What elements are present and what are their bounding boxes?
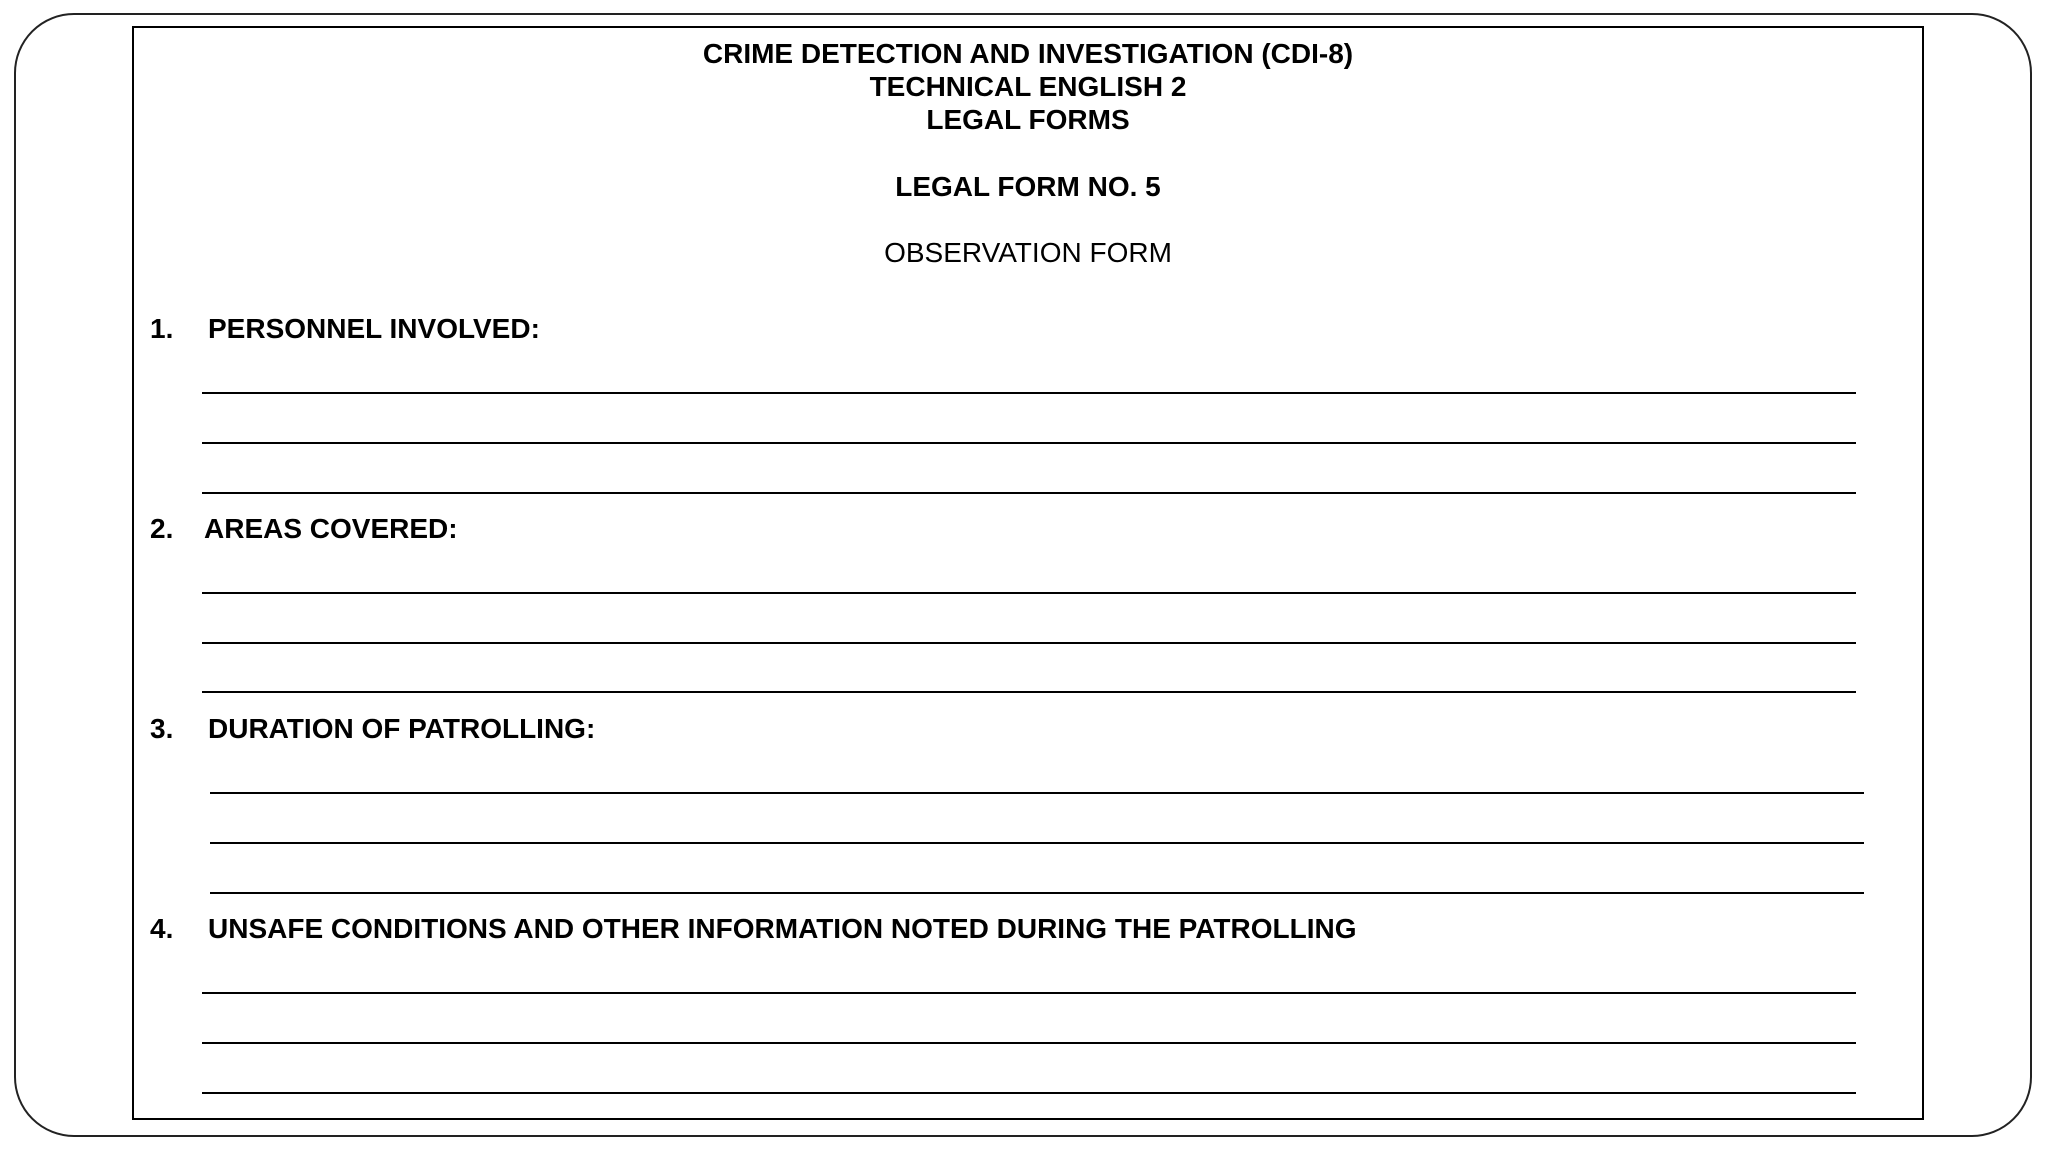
areas-answer-line-2[interactable] (202, 642, 1856, 644)
unsafe-conditions-answer-line-1[interactable] (202, 992, 1856, 994)
section-number: 3. (150, 713, 174, 744)
section-label: DURATION OF PATROLLING: (208, 713, 596, 744)
duration-answer-line-2[interactable] (210, 842, 1864, 844)
category-title: LEGAL FORMS (926, 104, 1130, 135)
unsafe-conditions-answer-line-2[interactable] (202, 1042, 1856, 1044)
areas-answer-line-1[interactable] (202, 592, 1856, 594)
section-number: 1. (150, 313, 174, 344)
personnel-answer-line-1[interactable] (202, 392, 1856, 394)
personnel-answer-line-2[interactable] (202, 442, 1856, 444)
personnel-answer-line-3[interactable] (202, 492, 1856, 494)
duration-answer-line-3[interactable] (210, 892, 1864, 894)
unsafe-conditions-answer-line-3[interactable] (202, 1092, 1856, 1094)
duration-answer-line-1[interactable] (210, 792, 1864, 794)
areas-answer-line-3[interactable] (202, 691, 1856, 693)
section-number: 4. (150, 913, 174, 944)
section-label: UNSAFE CONDITIONS AND OTHER INFORMATION NOTED DURING THE PATROLLING (208, 913, 1357, 944)
observation-form (132, 26, 1924, 1120)
section-label: AREAS COVERED: (204, 513, 458, 544)
form-name: OBSERVATION FORM (884, 237, 1172, 268)
section-label: PERSONNEL INVOLVED: (208, 313, 540, 344)
subject-title: TECHNICAL ENGLISH 2 (869, 71, 1187, 102)
section-number: 2. (150, 513, 174, 544)
course-title: CRIME DETECTION AND INVESTIGATION (CDI-8) (702, 38, 1354, 69)
form-number: LEGAL FORM NO. 5 (895, 171, 1161, 202)
